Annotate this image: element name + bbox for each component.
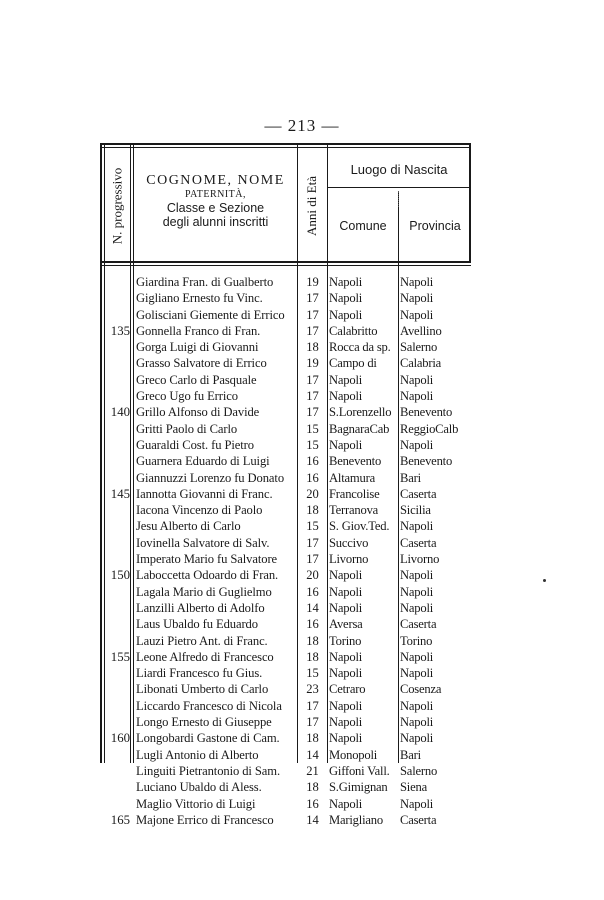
- table-row: [100, 421, 471, 437]
- birth-comune: Napoli: [329, 437, 363, 452]
- student-name: Iovinella Salvatore di Salv.: [136, 535, 270, 550]
- birth-provincia: Napoli: [400, 291, 434, 306]
- table-row: [100, 714, 471, 730]
- student-age: 19: [306, 356, 319, 371]
- student-age: 18: [306, 731, 319, 746]
- table-row: [100, 584, 471, 600]
- student-name: Gorga Luigi di Giovanni: [136, 340, 259, 355]
- birth-provincia: Napoli: [400, 389, 434, 404]
- header-name-line3: Classe e Sezione: [166, 200, 265, 215]
- table-row: [100, 698, 471, 714]
- birth-comune: Napoli: [329, 275, 363, 289]
- birth-provincia: Napoli: [400, 275, 434, 289]
- student-name: Imperato Mario fu Salvatore: [136, 552, 278, 567]
- dotted-divider: [398, 191, 399, 207]
- birth-comune: Cetraro: [329, 682, 366, 697]
- student-age: 21: [306, 763, 319, 778]
- birth-comune: Napoli: [329, 796, 363, 811]
- birth-comune: Napoli: [329, 291, 363, 306]
- table-row: [100, 681, 471, 697]
- row-number: 145: [110, 486, 130, 501]
- student-age: 14: [306, 747, 319, 762]
- birth-comune: Campo di: [329, 356, 377, 371]
- birth-comune: Napoli: [329, 568, 363, 583]
- birth-provincia: Napoli: [400, 584, 434, 599]
- birth-comune: Napoli: [329, 715, 363, 730]
- student-age: 15: [306, 519, 319, 534]
- birth-provincia: Calabria: [400, 356, 442, 371]
- student-age: 20: [306, 486, 319, 501]
- student-name: Grillo Alfonso di Davide: [136, 405, 260, 420]
- student-name: Majone Errico di Francesco: [136, 812, 274, 827]
- student-age: 16: [306, 470, 319, 485]
- student-name: Gigliano Ernesto fu Vinc.: [136, 291, 263, 306]
- birth-provincia: Salerno: [400, 763, 438, 778]
- student-name: Jesu Alberto di Carlo: [136, 519, 241, 534]
- birth-provincia: Napoli: [400, 519, 434, 534]
- table-row: [100, 486, 471, 502]
- student-age: 17: [306, 698, 319, 713]
- student-name: Lagala Mario di Guglielmo: [136, 584, 272, 599]
- birth-comune: S.Lorenzello: [329, 405, 392, 420]
- row-number: 140: [110, 405, 130, 420]
- table-row: [100, 307, 471, 323]
- birth-provincia: Napoli: [400, 796, 434, 811]
- birth-provincia: Napoli: [400, 568, 434, 583]
- birth-comune: Succivo: [329, 535, 369, 550]
- birth-provincia: Napoli: [400, 715, 434, 730]
- row-number: 135: [110, 323, 130, 338]
- header-comune: Comune: [339, 219, 387, 233]
- student-age: 14: [306, 600, 319, 615]
- birth-provincia: Napoli: [400, 437, 434, 452]
- birth-comune: Marigliano: [329, 812, 383, 827]
- row-number: 165: [110, 812, 130, 827]
- student-age: 17: [306, 552, 319, 567]
- student-age: 18: [306, 503, 319, 518]
- student-name: Giardina Fran. di Gualberto: [136, 275, 274, 289]
- student-name: Giannuzzi Lorenzo fu Donato: [136, 470, 285, 485]
- header-name: [134, 173, 297, 229]
- birth-comune: Napoli: [329, 584, 363, 599]
- student-name: Laus Ubaldo fu Eduardo: [136, 617, 258, 632]
- student-name: Liardi Francesco fu Gius.: [136, 666, 263, 681]
- birth-comune: Napoli: [329, 600, 363, 615]
- student-age: 18: [306, 340, 319, 355]
- table-row: [100, 274, 471, 290]
- birth-provincia: Napoli: [400, 307, 434, 322]
- student-age: 14: [306, 812, 319, 827]
- student-name: Greco Carlo di Pasquale: [136, 372, 257, 387]
- student-name: Guarnera Eduardo di Luigi: [136, 454, 270, 469]
- student-name: Maglio Vittorio di Luigi: [136, 796, 256, 811]
- student-age: 17: [306, 307, 319, 322]
- student-age: 15: [306, 421, 319, 436]
- student-age: 17: [306, 291, 319, 306]
- student-age: 19: [306, 275, 319, 289]
- student-age: 17: [306, 405, 319, 420]
- student-age: 17: [306, 535, 319, 550]
- header-name-line4: degli alunni inscritti: [162, 214, 269, 229]
- table-row: [100, 355, 471, 371]
- birth-provincia: Caserta: [400, 486, 437, 501]
- birth-comune: Aversa: [329, 617, 363, 632]
- birth-provincia: Sicilia: [400, 503, 431, 518]
- student-name: Iacona Vincenzo di Paolo: [136, 503, 263, 518]
- table-row: [100, 551, 471, 567]
- header-bottom-rule: [100, 261, 471, 263]
- header-progressivo: N. progressivo: [109, 167, 125, 244]
- row-number: 155: [110, 649, 130, 664]
- top-rule: [100, 143, 471, 145]
- birth-comune: Napoli: [329, 666, 363, 681]
- student-age: 16: [306, 454, 319, 469]
- birth-comune: BagnaraCab: [329, 421, 390, 436]
- birth-comune: Rocca da sp.: [329, 340, 391, 355]
- student-age: 15: [306, 666, 319, 681]
- student-name: Greco Ugo fu Errico: [136, 389, 238, 404]
- table-row: [100, 796, 471, 812]
- table-row: [100, 404, 471, 420]
- birth-provincia: Napoli: [400, 666, 434, 681]
- table-row: [100, 535, 471, 551]
- student-name: Guaraldi Cost. fu Pietro: [136, 437, 254, 452]
- student-age: 20: [306, 568, 319, 583]
- birth-comune: Napoli: [329, 698, 363, 713]
- birth-provincia: Torino: [400, 633, 433, 648]
- header-bottom-rule-thin: [100, 265, 471, 266]
- table-row: [100, 502, 471, 518]
- table-row: [100, 518, 471, 534]
- student-name: Longobardi Gastone di Cam.: [136, 731, 280, 746]
- birth-provincia: Benevento: [400, 405, 453, 420]
- birth-provincia: Napoli: [400, 731, 434, 746]
- birth-comune: Francolise: [329, 486, 380, 501]
- student-name: Longo Ernesto di Giuseppe: [136, 715, 272, 730]
- birth-comune: Napoli: [329, 389, 363, 404]
- row-number: 150: [110, 568, 130, 583]
- table-row: [100, 600, 471, 616]
- birth-provincia: Caserta: [400, 812, 437, 827]
- table-row: [100, 470, 471, 486]
- student-name: Linguiti Pietrantonio di Sam.: [136, 763, 281, 778]
- table-row: [100, 567, 471, 583]
- student-name: Libonati Umberto di Carlo: [136, 682, 269, 697]
- student-age: 18: [306, 780, 319, 795]
- student-name: Gonnella Franco di Fran.: [136, 323, 261, 338]
- table-row: [100, 339, 471, 355]
- student-name: Lanzilli Alberto di Adolfo: [136, 600, 265, 615]
- header-eta: Anni di Età: [304, 175, 319, 236]
- table-row: [100, 290, 471, 306]
- row-number: 160: [110, 731, 130, 746]
- birth-provincia: Salerno: [400, 340, 438, 355]
- birth-comune: Napoli: [329, 307, 363, 322]
- birth-provincia: ReggioCalb: [400, 421, 459, 436]
- birth-comune: Livorno: [329, 552, 369, 567]
- student-age: 15: [306, 437, 319, 452]
- table-row: [100, 437, 471, 453]
- birth-comune: Napoli: [329, 649, 363, 664]
- student-age: 17: [306, 323, 319, 338]
- student-register-table: [100, 143, 471, 827]
- birth-provincia: Bari: [400, 470, 421, 485]
- student-name: Gritti Paolo di Carlo: [136, 421, 238, 436]
- header-name-line2: PATERNITÀ,: [184, 189, 247, 201]
- birth-comune: Benevento: [329, 454, 382, 469]
- birth-comune: S.Gimignan: [329, 780, 388, 795]
- student-age: 16: [306, 584, 319, 599]
- student-name: Leone Alfredo di Francesco: [136, 649, 274, 664]
- table-row: [100, 812, 471, 828]
- birth-provincia: Bari: [400, 747, 421, 762]
- birth-provincia: Napoli: [400, 649, 434, 664]
- student-name: Iannotta Giovanni di Franc.: [136, 486, 273, 501]
- student-name: Laboccetta Odoardo di Fran.: [136, 568, 279, 583]
- birth-provincia: Napoli: [400, 600, 434, 615]
- student-name: Lugli Antonio di Alberto: [136, 747, 259, 762]
- birth-comune: S. Giov.Ted.: [329, 519, 390, 534]
- table-body: [100, 274, 471, 828]
- student-age: 18: [306, 633, 319, 648]
- student-age: 17: [306, 389, 319, 404]
- table-row: [100, 388, 471, 404]
- birth-provincia: Napoli: [400, 698, 434, 713]
- table-row: [100, 665, 471, 681]
- birth-provincia: Avellino: [400, 323, 442, 338]
- header-luogo-nascita: Luogo di Nascita: [350, 162, 448, 177]
- student-name: Luciano Ubaldo di Aless.: [136, 780, 262, 795]
- table-row: [100, 779, 471, 795]
- birth-comune: Altamura: [329, 470, 375, 485]
- table-row: [100, 616, 471, 632]
- page-number: — 213 —: [264, 116, 340, 135]
- header-name-line1: COGNOME, NOME: [146, 173, 285, 188]
- header-provincia: Provincia: [409, 219, 461, 233]
- student-age: 16: [306, 796, 319, 811]
- table-row: [100, 730, 471, 746]
- birth-provincia: Livorno: [400, 552, 440, 567]
- table-row: [100, 747, 471, 763]
- birth-comune: Torino: [329, 633, 362, 648]
- student-age: 17: [306, 715, 319, 730]
- birth-provincia: Benevento: [400, 454, 453, 469]
- top-rule-thin: [100, 147, 471, 148]
- student-name: Liccardo Francesco di Nicola: [136, 698, 282, 713]
- birth-comune: Giffoni Vall.: [329, 763, 390, 778]
- birth-comune: Calabritto: [329, 323, 378, 338]
- birth-comune: Napoli: [329, 372, 363, 387]
- table-row: [100, 323, 471, 339]
- table-row: [100, 372, 471, 388]
- student-age: 17: [306, 372, 319, 387]
- birth-comune: Monopoli: [329, 747, 378, 762]
- birth-provincia: Napoli: [400, 372, 434, 387]
- table-row: [100, 649, 471, 665]
- student-name: Lauzi Pietro Ant. di Franc.: [136, 633, 268, 648]
- student-name: Grasso Salvatore di Errico: [136, 356, 267, 371]
- student-age: 23: [306, 682, 319, 697]
- birth-provincia: Cosenza: [400, 682, 442, 697]
- luogo-sub-rule: [327, 187, 471, 188]
- student-age: 18: [306, 649, 319, 664]
- table-row: [100, 633, 471, 649]
- birth-comune: Napoli: [329, 731, 363, 746]
- birth-provincia: Caserta: [400, 535, 437, 550]
- birth-comune: Terranova: [329, 503, 379, 518]
- birth-provincia: Caserta: [400, 617, 437, 632]
- student-name: Golisciani Giemente di Errico: [136, 307, 285, 322]
- paper-speck: [543, 579, 546, 582]
- table-row: [100, 763, 471, 779]
- table-row: [100, 453, 471, 469]
- outer-right-border: [469, 143, 471, 263]
- birth-provincia: Siena: [400, 780, 427, 795]
- student-age: 16: [306, 617, 319, 632]
